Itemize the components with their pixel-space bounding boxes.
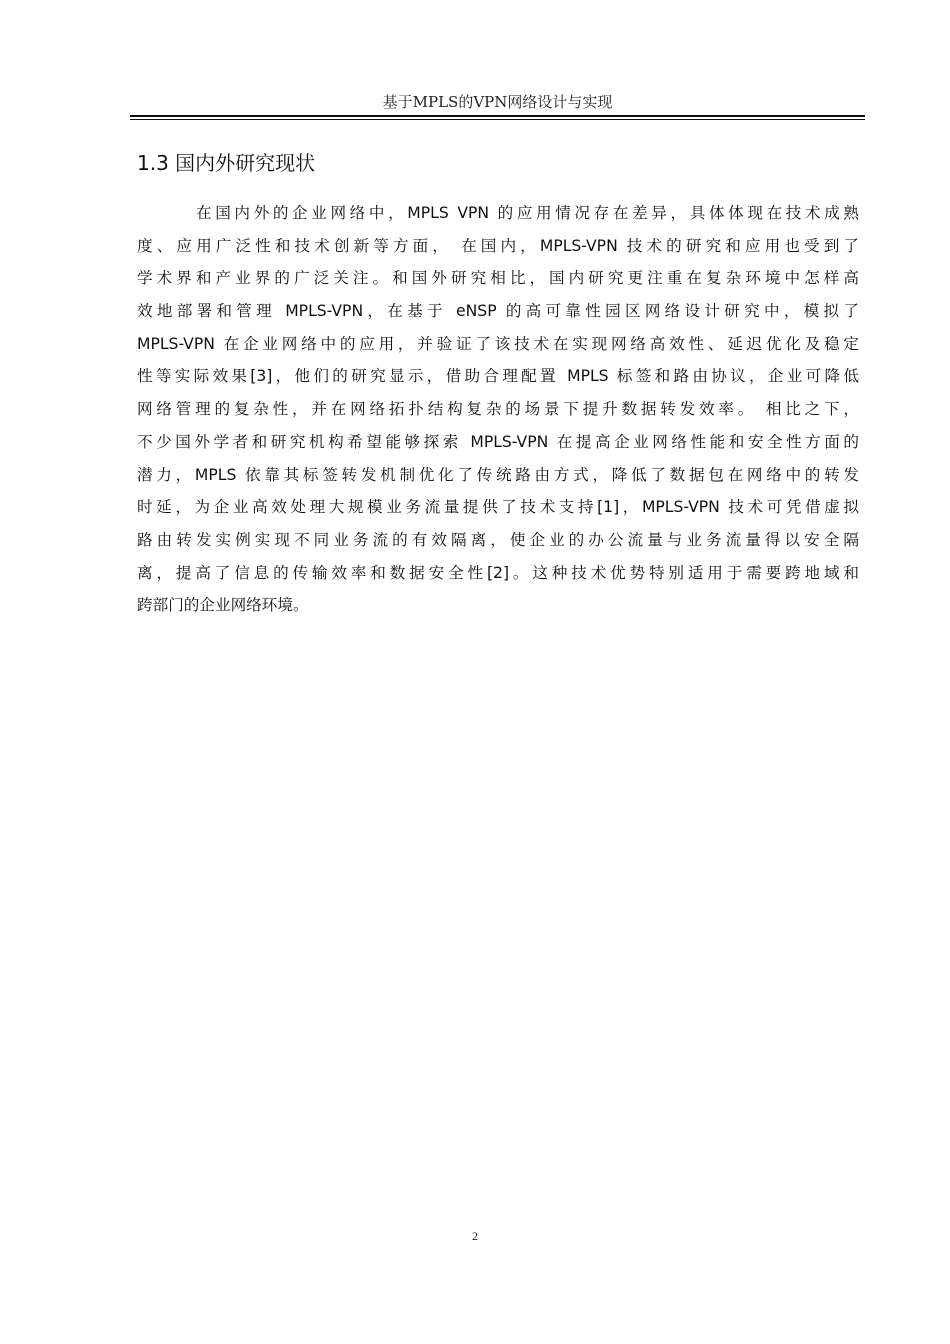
paragraph-line: 度、应用广泛性和技术创新等方面， 在国内，MPLS-VPN 技术的研究和应用也受到了: [137, 236, 859, 255]
section-heading: 1.3 国内外研究现状: [137, 151, 316, 175]
paragraph-line: 路由转发实例实现不同业务流的有效隔离，使企业的办公流量与业务流量得以安全隔: [137, 530, 859, 549]
paragraph-line: 学术界和产业界的广泛关注。和国外研究相比，国内研究更注重在复杂环境中怎样高: [137, 269, 859, 288]
paragraph-line: MPLS-VPN 在企业网络中的应用，并验证了该技术在实现网络高效性、延迟优化及稳定: [137, 334, 859, 353]
paragraph-line: 效地部署和管理 MPLS-VPN，在基于 eNSP 的高可靠性园区网络设计研究中，模拟了: [137, 302, 859, 321]
paragraph-line: 不少国外学者和研究机构希望能够探索 MPLS-VPN 在提高企业网络性能和安全性方面的: [137, 432, 859, 451]
paragraph-line: 潜力，MPLS 依靠其标签转发机制优化了传统路由方式，降低了数据包在网络中的转发: [137, 465, 859, 484]
paragraph-line: 时延，为企业高效处理大规模业务流量提供了技术支持[1]，MPLS-VPN 技术可凭借虚拟: [137, 498, 859, 517]
paragraph-line: 离，提高了信息的传输效率和数据安全性[2]。这种技术优势特别适用于需要跨地域和: [137, 563, 859, 582]
paragraph-line: 在国内外的企业网络中，MPLS VPN 的应用情况存在差异，具体体现在技术成熟: [196, 204, 859, 222]
paragraph-line: 网络管理的复杂性，并在网络拓扑结构复杂的场景下提升数据转发效率。 相比之下，: [137, 400, 859, 419]
body-paragraph: [137, 197, 859, 622]
header-rule: [130, 115, 865, 117]
page-number: 2: [472, 1229, 478, 1243]
header-rule-thin: [130, 119, 865, 120]
paragraph-line: 跨部门的企业网络环境。: [137, 596, 309, 615]
running-header: 基于MPLS的VPN网络设计与实现: [382, 93, 613, 111]
paragraph-line: 性等实际效果[3]，他们的研究显示，借助合理配置 MPLS 标签和路由协议，企业可降低: [137, 367, 859, 386]
